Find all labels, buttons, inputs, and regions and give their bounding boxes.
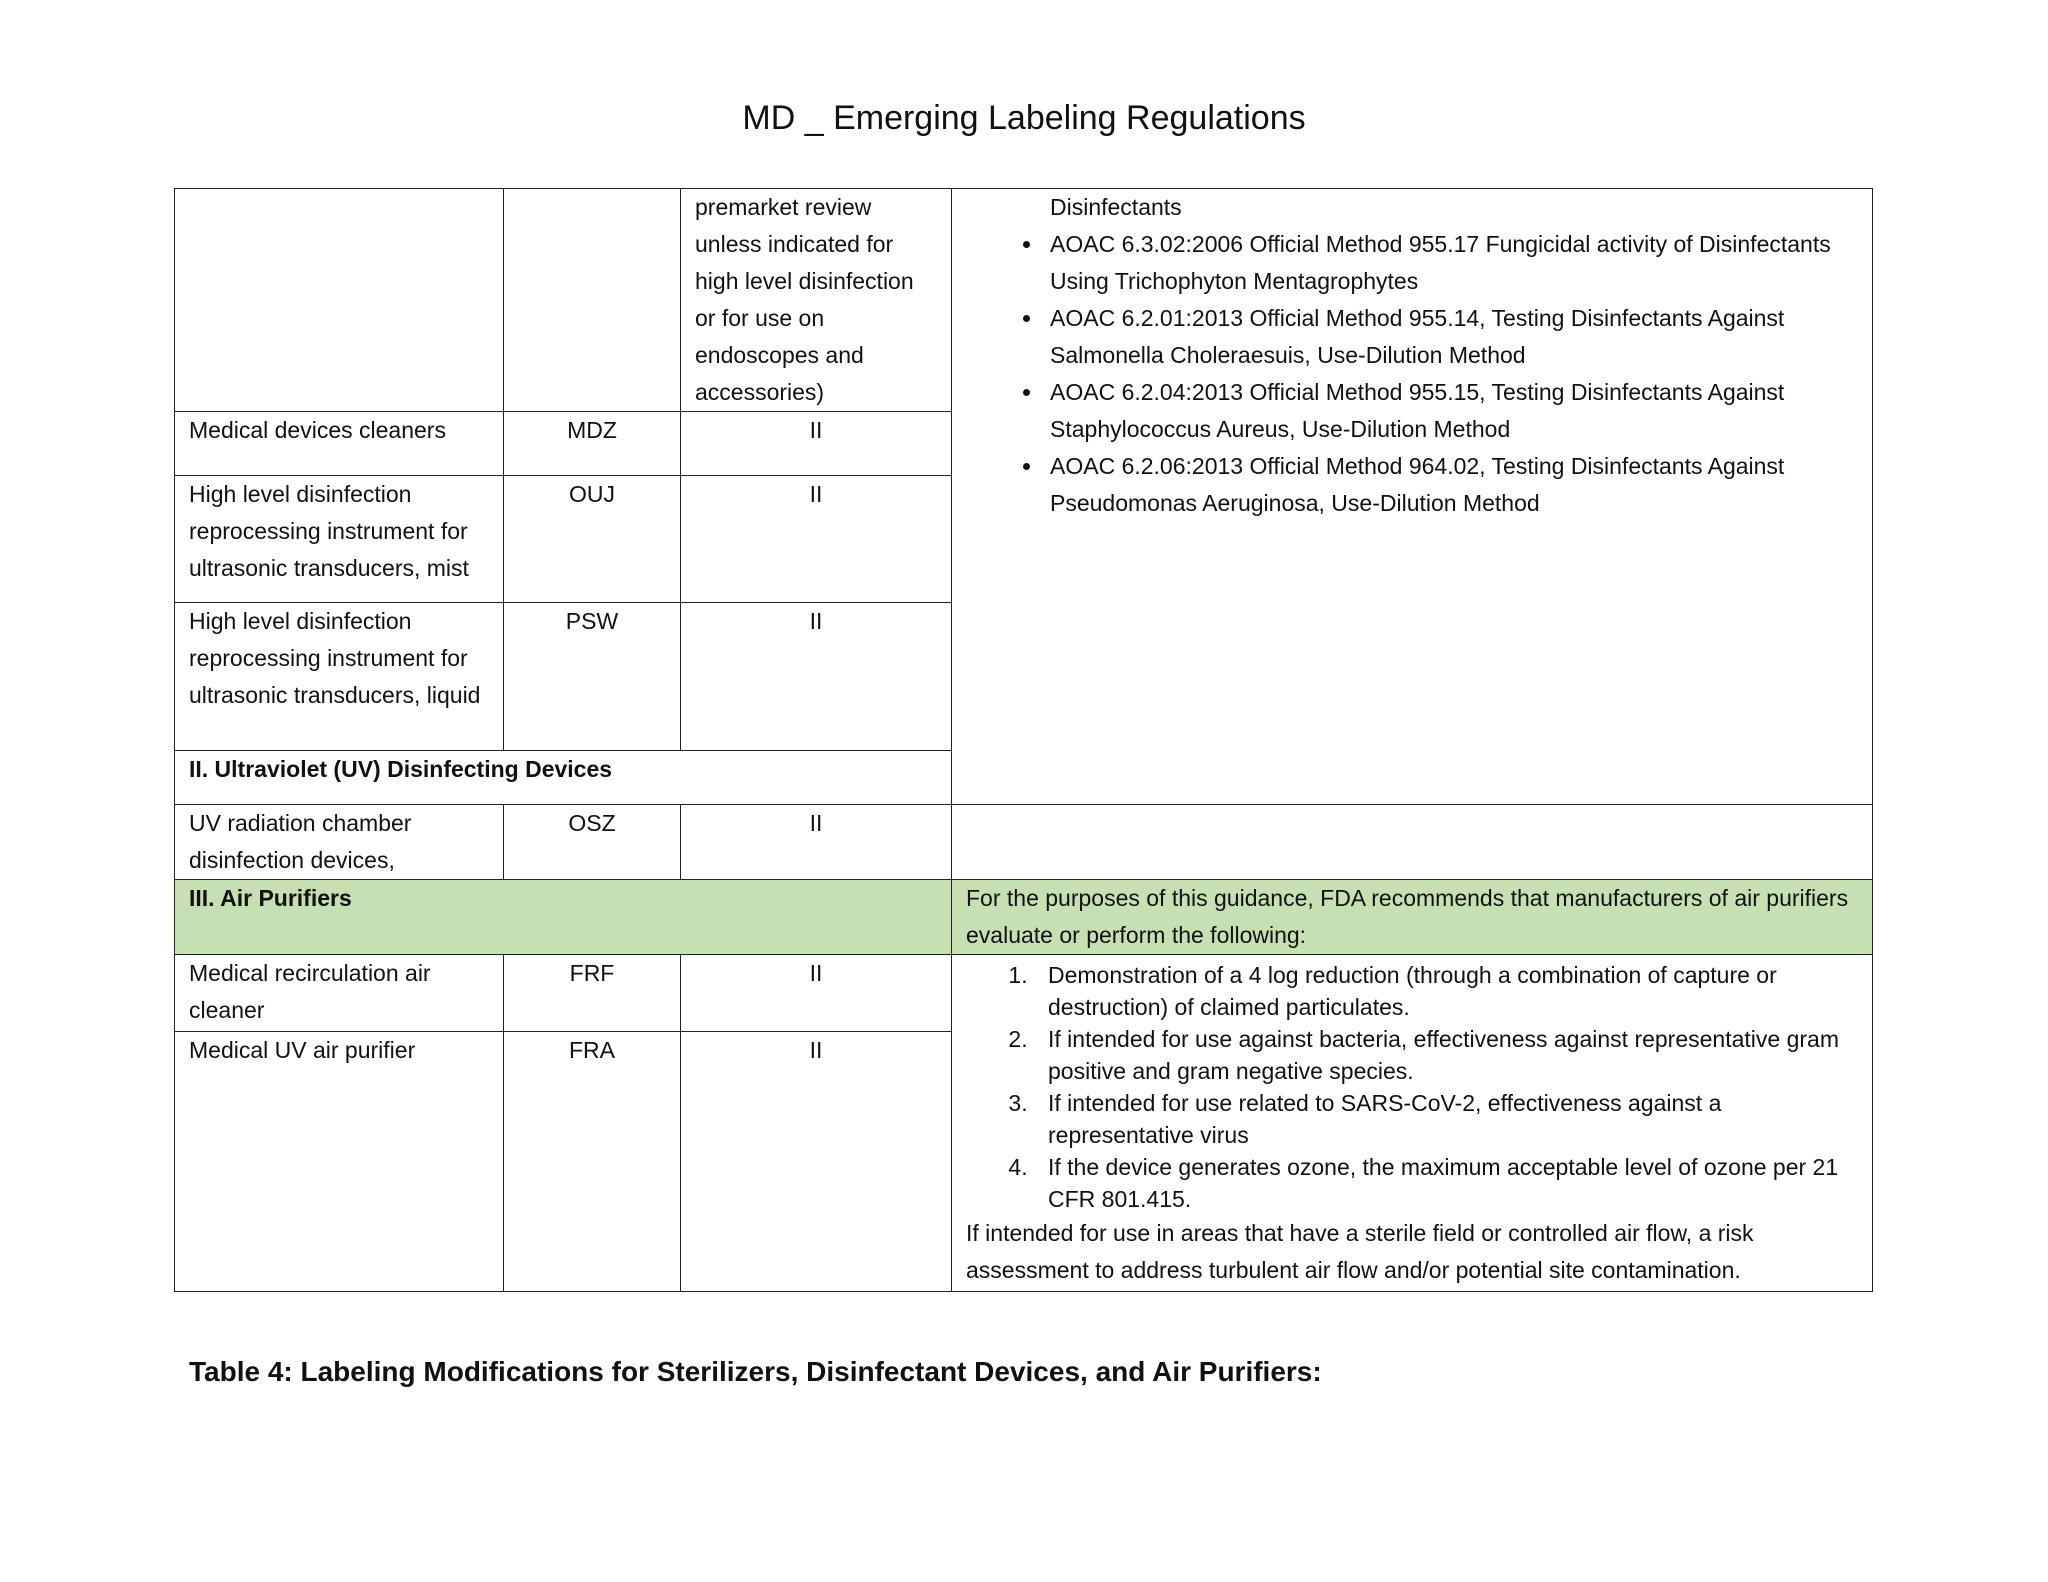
- table-row: [175, 955, 1873, 1032]
- table-row: [175, 880, 1873, 955]
- device-class-cell: II: [681, 603, 952, 751]
- device-name-cell: UV radiation chamber disinfection devices,: [175, 805, 504, 880]
- test-methods-cell: [952, 189, 1873, 805]
- table-row: [175, 189, 1873, 412]
- device-regulation-table: [174, 188, 1873, 1292]
- methods-lead: Disinfectants: [1050, 194, 1182, 220]
- list-item: • AOAC 6.2.04:2013 Official Method 955.15, Testing Disinfectants Against Staphylococcus Aureus, Use-Dilution Method: [1044, 374, 1858, 448]
- device-class-cell: premarket review unless indicated for high level disinfection or for use on endoscopes and accessories): [681, 189, 952, 412]
- list-item: 2. If intended for use against bacteria, effectiveness against representative gram positive and gram negative species.: [1034, 1023, 1858, 1087]
- product-code-cell: MDZ: [504, 412, 681, 476]
- air-requirements-cell: [952, 955, 1873, 1292]
- air-intro-cell: For the purposes of this guidance, FDA recommends that manufacturers of air purifiers evaluate or perform the following:: [952, 880, 1873, 955]
- list-item: • AOAC 6.2.01:2013 Official Method 955.14, Testing Disinfectants Against Salmonella Choleraesuis, Use-Dilution Method: [1044, 300, 1858, 374]
- list-item: 3. If intended for use related to SARS-CoV-2, effectiveness against a representative virus: [1034, 1087, 1858, 1151]
- page-title: MD _ Emerging Labeling Regulations: [742, 99, 1306, 137]
- air-requirements-list: [966, 959, 1858, 1215]
- product-code-cell: FRA: [504, 1031, 681, 1291]
- table-row: [175, 805, 1873, 880]
- uv-methods-cell: [952, 805, 1873, 880]
- device-class-cell: II: [681, 1031, 952, 1291]
- product-code-cell: PSW: [504, 603, 681, 751]
- list-item: 1. Demonstration of a 4 log reduction (through a combination of capture or destruction) of claimed particulates.: [1034, 959, 1858, 1023]
- product-code-cell: OUJ: [504, 476, 681, 603]
- table-caption: Table 4: Labeling Modifications for Sterilizers, Disinfectant Devices, and Air Purifiers:: [189, 1356, 1322, 1387]
- device-name-cell: High level disinfection reprocessing instrument for ultrasonic transducers, mist: [175, 476, 504, 603]
- device-class-cell: II: [681, 805, 952, 880]
- device-class-cell: II: [681, 412, 952, 476]
- device-name-cell: Medical UV air purifier: [175, 1031, 504, 1291]
- air-note: If intended for use in areas that have a sterile field or controlled air flow, a risk assessment to address turbulent air flow and/or potential site contamination.: [966, 1220, 1754, 1283]
- test-methods-list: [966, 226, 1858, 522]
- device-name-cell: Medical devices cleaners: [175, 412, 504, 476]
- device-class-cell: II: [681, 955, 952, 1032]
- product-code-cell: OSZ: [504, 805, 681, 880]
- list-item: • AOAC 6.3.02:2006 Official Method 955.17 Fungicidal activity of Disinfectants Using Trichophyton Mentagrophytes: [1044, 226, 1858, 300]
- product-code-cell: FRF: [504, 955, 681, 1032]
- list-item: 4. If the device generates ozone, the maximum acceptable level of ozone per 21 CFR 801.415.: [1034, 1151, 1858, 1215]
- device-name-cell: High level disinfection reprocessing instrument for ultrasonic transducers, liquid: [175, 603, 504, 751]
- device-name-cell: Medical recirculation air cleaner: [175, 955, 504, 1032]
- section-heading-uv: II. Ultraviolet (UV) Disinfecting Devices: [175, 751, 952, 805]
- device-class-cell: II: [681, 476, 952, 603]
- product-code-cell: [504, 189, 681, 412]
- device-name-cell: [175, 189, 504, 412]
- section-heading-air: III. Air Purifiers: [175, 880, 952, 955]
- list-item: • AOAC 6.2.06:2013 Official Method 964.02, Testing Disinfectants Against Pseudomonas Aeruginosa, Use-Dilution Method: [1044, 448, 1858, 522]
